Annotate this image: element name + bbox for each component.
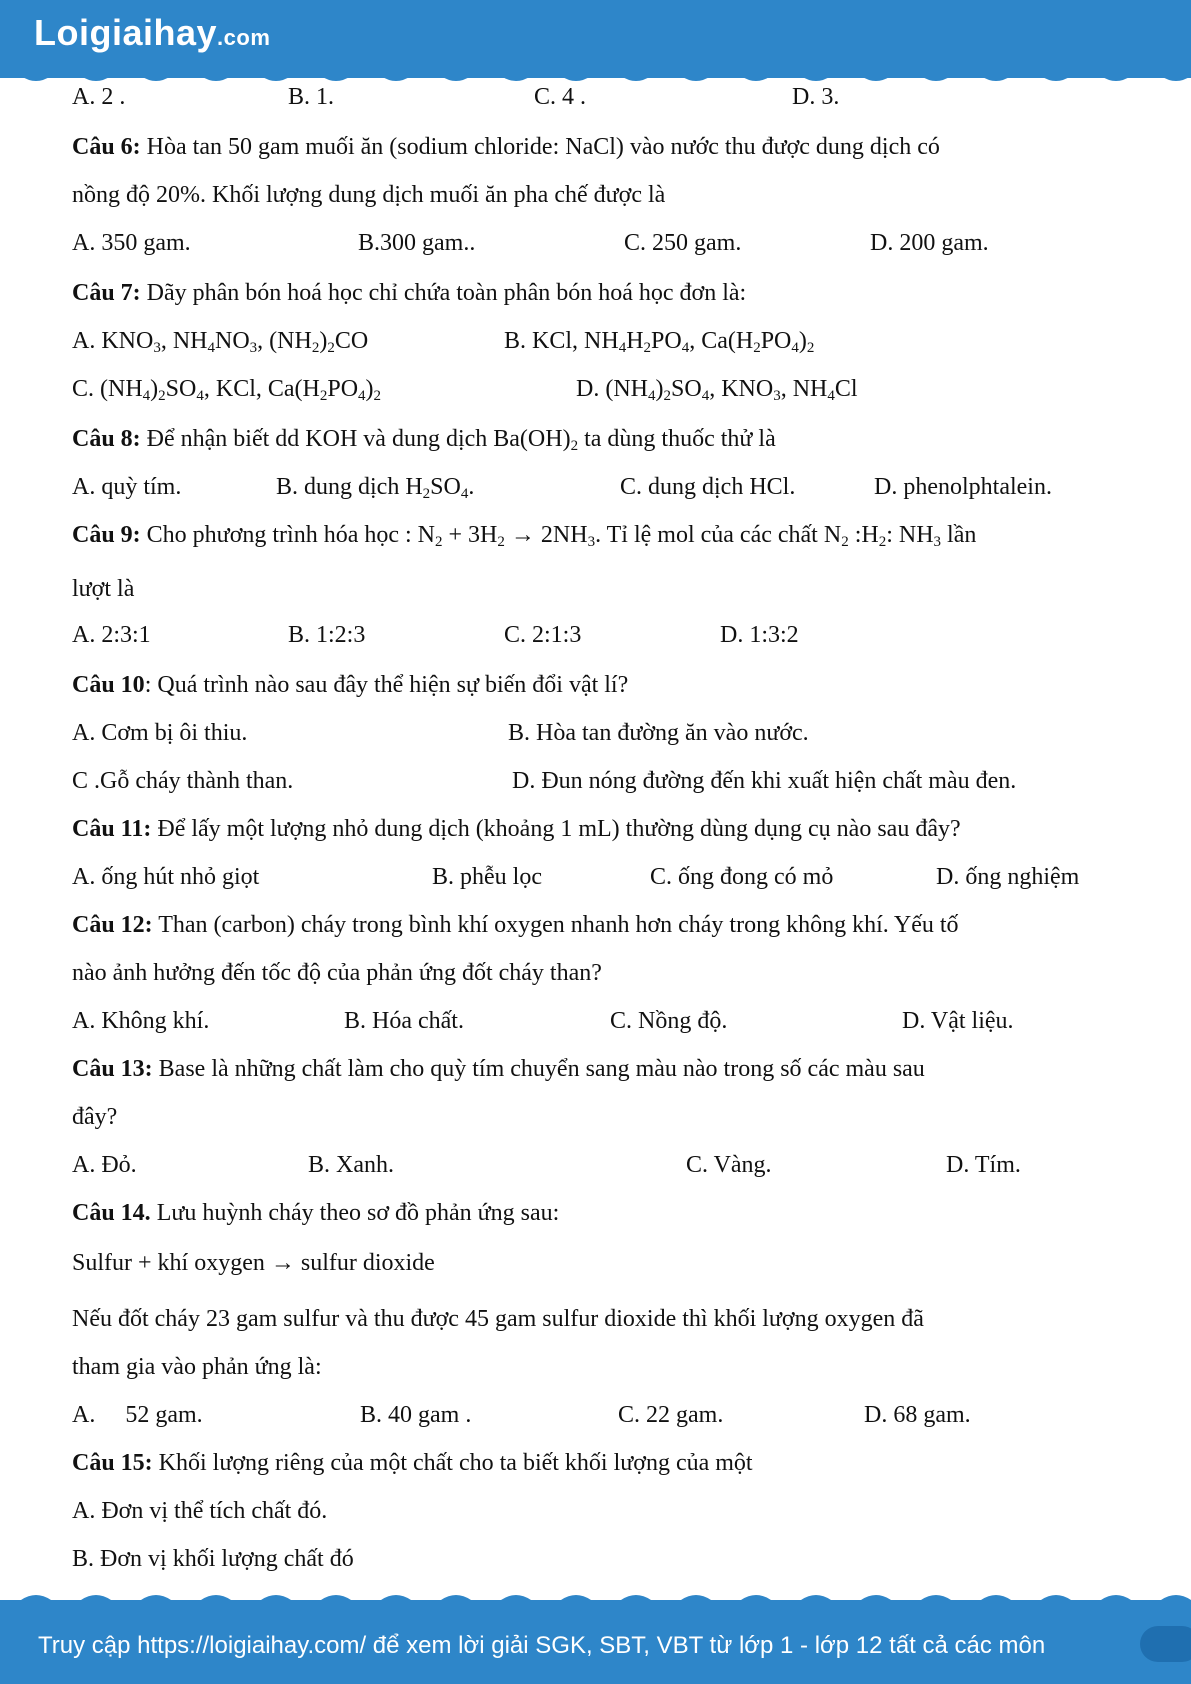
question-12 <box>72 912 959 939</box>
header-wave <box>0 66 1191 90</box>
option-d: D. ống nghiệm <box>936 864 1080 890</box>
question-text: Để nhận biết dd KOH và dung dịch $Ba(OH)_2$ ta dùng thuốc thử là <box>140 426 776 454</box>
option-d: D. phenolphtalein. <box>874 474 1052 500</box>
question-12-cont: nào ảnh hưởng đến tốc độ của phản ứng đốt cháy than? <box>72 960 602 986</box>
option-d: D. 200 gam. <box>870 230 989 256</box>
option-d: D. 1:3:2 <box>720 622 799 648</box>
option-c: C. 2:1:3 <box>504 622 582 648</box>
question-9 <box>72 522 976 549</box>
question-text: Than (carbon) cháy trong bình khí oxygen nhanh hơn cháy trong không khí. Yếu tố <box>152 912 959 938</box>
option-c: C .Gỗ cháy thành than. <box>72 768 294 794</box>
option-b: B. 1:2:3 <box>288 622 366 648</box>
question-text: Lưu huỳnh cháy theo sơ đồ phản ứng sau: <box>150 1200 560 1226</box>
question-text: Cho phương trình hóa học : $N_2 + 3H_2 \to 2NH_3$. Tỉ lệ mol của các chất $N_2$ $:H_2$: $NH_3$ lần <box>140 522 977 550</box>
question-9-cont: lượt là <box>72 576 135 602</box>
question-15 <box>72 1450 753 1477</box>
option-d: D. $(NH_4)_2SO_4$, $KNO_3$, $NH_4Cl$ <box>576 376 858 404</box>
option-b: B. 1. <box>288 84 335 110</box>
option-a: A. 350 gam. <box>72 230 191 256</box>
question-label: Câu 14. <box>72 1200 151 1226</box>
question-13-cont: đây? <box>72 1104 118 1130</box>
logo-main: Loigiaihay <box>34 12 218 53</box>
question-8 <box>72 426 776 453</box>
reaction-scheme: Sulfur + khí oxygen → sulfur dioxide <box>72 1250 435 1276</box>
option-d: D. 3. <box>792 84 840 110</box>
option-b: B. phễu lọc <box>432 864 542 890</box>
option-b: B. Đơn vị khối lượng chất đó <box>72 1546 354 1572</box>
option-d: D. 68 gam. <box>864 1402 971 1428</box>
option-b: B. dung dịch $H_2SO_4$. <box>276 474 475 502</box>
option-a: A. 2:3:1 <box>72 622 151 648</box>
option-a: A. 52 gam. <box>72 1402 203 1428</box>
question-text: Base là những chất làm cho quỳ tím chuyển sang màu nào trong số các màu sau <box>152 1056 925 1082</box>
question-14-cont2: tham gia vào phản ứng là: <box>72 1354 322 1380</box>
question-6 <box>72 134 940 161</box>
option-a: A. Đỏ. <box>72 1152 137 1178</box>
option-b: B. Hóa chất. <box>344 1008 464 1034</box>
option-a: A. 2 . <box>72 84 126 110</box>
option-b: B. KCl, $NH_4H_2PO_4$, $Ca(H_2PO_4)_2$ <box>504 328 815 356</box>
question-label: Câu 7: <box>72 280 141 306</box>
option-a: A. Cơm bị ôi thiu. <box>72 720 248 746</box>
option-d: D. Vật liệu. <box>902 1008 1014 1034</box>
option-c: C. Vàng. <box>686 1152 772 1178</box>
option-a: A. ống hút nhỏ giọt <box>72 864 260 890</box>
question-label: Câu 10 <box>72 672 145 698</box>
option-c: C. 250 gam. <box>624 230 742 256</box>
option-c: C. $(NH_4)_2SO_4$, KCl, $Ca(H_2PO_4)_2$ <box>72 376 382 404</box>
question-label: Câu 12: <box>72 912 153 938</box>
option-b: B.300 gam.. <box>358 230 476 256</box>
question-label: Câu 8: <box>72 426 141 452</box>
option-d: D. Tím. <box>946 1152 1021 1178</box>
question-14 <box>72 1200 559 1227</box>
question-10 <box>72 672 628 699</box>
question-13 <box>72 1056 925 1083</box>
question-11 <box>72 816 961 843</box>
question-6-cont: nồng độ 20%. Khối lượng dung dịch muối ăn pha chế được là <box>72 182 666 208</box>
question-label: Câu 13: <box>72 1056 153 1082</box>
option-c: C. ống đong có mỏ <box>650 864 834 890</box>
question-label: Câu 11: <box>72 816 152 842</box>
option-a: A. Không khí. <box>72 1008 210 1034</box>
footer-pill <box>1140 1626 1191 1662</box>
option-c: C. dung dịch HCl. <box>620 474 796 500</box>
question-text: : Quá trình nào sau đây thể hiện sự biến đổi vật lí? <box>144 672 629 698</box>
question-label: Câu 6: <box>72 134 141 160</box>
question-14-cont: Nếu đốt cháy 23 gam sulfur và thu được 45 gam sulfur dioxide thì khối lượng oxygen đã <box>72 1306 924 1332</box>
site-logo[interactable] <box>34 12 270 54</box>
question-text: Dãy phân bón hoá học chỉ chứa toàn phân bón hoá học đơn là: <box>140 280 747 306</box>
option-d: D. Đun nóng đường đến khi xuất hiện chất màu đen. <box>512 768 1017 794</box>
option-a: A. Đơn vị thể tích chất đó. <box>72 1498 328 1524</box>
option-b: B. Hòa tan đường ăn vào nước. <box>508 720 809 746</box>
question-text: Hòa tan 50 gam muối ăn (sodium chloride: NaCl) vào nước thu được dung dịch có <box>140 134 940 160</box>
option-c: C. 4 . <box>534 84 587 110</box>
question-7 <box>72 280 746 307</box>
option-c: C. Nồng độ. <box>610 1008 728 1034</box>
footer-link-text[interactable]: Truy cập https://loigiaihay.com/ để xem lời giải SGK, SBT, VBT từ lớp 1 - lớp 12 tất cả các môn <box>38 1632 1046 1659</box>
option-b: B. Xanh. <box>308 1152 394 1178</box>
question-text: Khối lượng riêng của một chất cho ta biết khối lượng của một <box>152 1450 753 1476</box>
logo-suffix: .com <box>217 25 271 50</box>
question-text: Để lấy một lượng nhỏ dung dịch (khoảng 1 mL) thường dùng dụng cụ nào sau đây? <box>151 816 961 842</box>
question-label: Câu 9: <box>72 522 141 548</box>
question-label: Câu 15: <box>72 1450 153 1476</box>
option-b: B. 40 gam . <box>360 1402 472 1428</box>
option-a: A. quỳ tím. <box>72 474 182 500</box>
option-a: A. $KNO_3$, $NH_4NO_3$, $(NH_2)_2CO$ <box>72 328 369 356</box>
option-c: C. 22 gam. <box>618 1402 724 1428</box>
